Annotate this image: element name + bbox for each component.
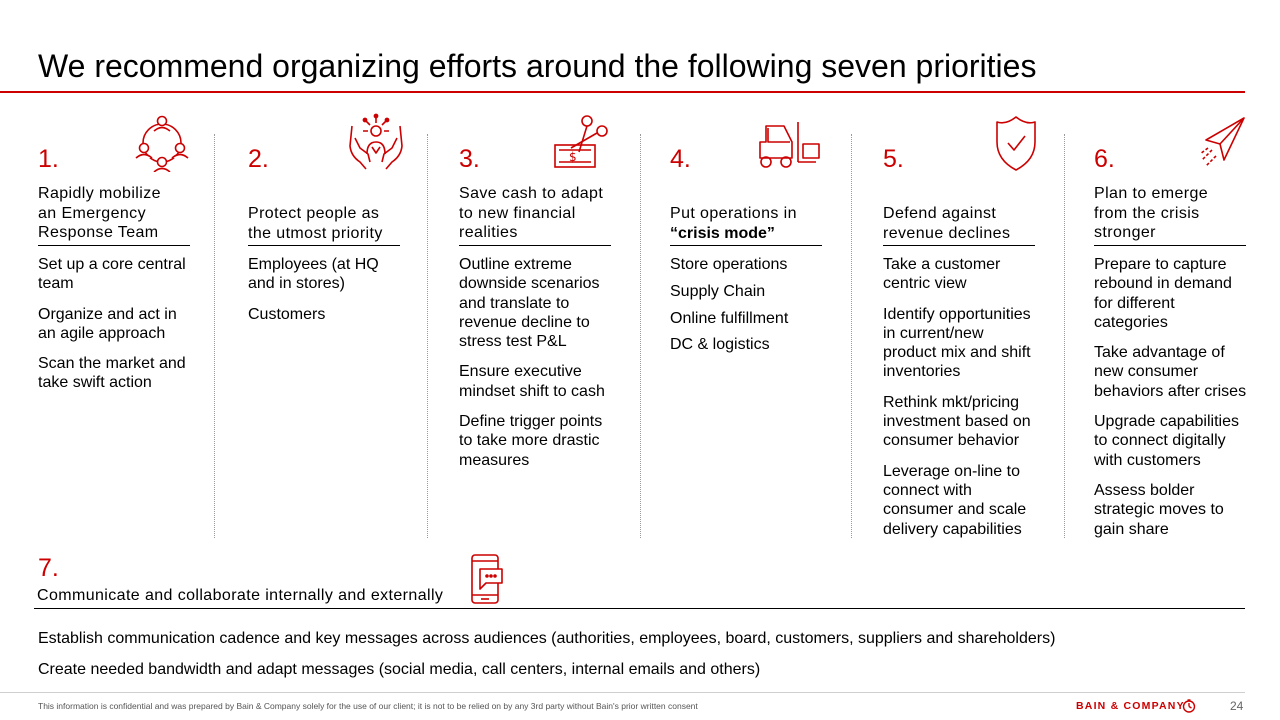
priority-number: 6. — [1094, 145, 1115, 173]
heading-rule — [1094, 245, 1246, 246]
forklift-icon — [756, 112, 824, 172]
column-divider — [640, 134, 641, 538]
priority-items — [670, 255, 825, 362]
list-item: Employees (at HQ and in stores) — [248, 256, 379, 293]
priority7-rule — [34, 608, 1245, 609]
list-item: Online fulfillment — [670, 309, 789, 327]
team-circle-icon — [132, 112, 192, 172]
heading-rule — [670, 245, 822, 246]
priority-items — [248, 255, 403, 335]
priority-number: 1. — [38, 145, 59, 173]
footer-divider — [0, 692, 1245, 693]
priority-number: 2. — [248, 145, 269, 173]
list-item: Define trigger points to take more drastic measures — [459, 413, 603, 469]
priority-heading: Defend against revenue declines — [883, 205, 1011, 242]
list-item: Rethink mkt/pricing investment based on consumer behavior — [883, 393, 1031, 450]
list-item: Supply Chain — [670, 282, 766, 300]
heading-rule — [883, 245, 1035, 246]
priority-items — [883, 255, 1038, 550]
list-item: Establish communication cadence and key messages across audiences (authorities, employees, board, customers, suppliers and shareholders) — [38, 630, 1056, 647]
priority-number: 5. — [883, 145, 904, 173]
list-item: Prepare to capture rebound in demand for different categories — [1094, 256, 1232, 331]
priority-number: 4. — [670, 145, 691, 173]
priority-number: 3. — [459, 145, 480, 173]
shield-check-icon — [993, 112, 1039, 172]
svg-text:$: $ — [569, 150, 577, 164]
priority-number: 7. — [38, 554, 59, 582]
phone-chat-icon — [468, 553, 504, 605]
priority-heading: Protect people as the utmost priority — [248, 205, 383, 242]
heading-rule — [38, 245, 190, 246]
priority-heading: Save cash to adapt to new financial realities — [459, 185, 604, 241]
list-item: Create needed bandwidth and adapt messages (social media, call centers, internal emails and others) — [38, 661, 761, 678]
priority-heading: Rapidly mobilize an Emergency Response Team — [38, 185, 161, 241]
list-item: Identify opportunities in current/new product mix and shift inventories — [883, 305, 1031, 381]
column-divider — [851, 134, 852, 538]
list-item: Take a customer centric view — [883, 256, 1001, 293]
priority-items — [1094, 255, 1249, 550]
list-item: Store operations — [670, 256, 788, 273]
list-item: Customers — [248, 305, 326, 323]
priority-heading: Put operations in “crisis mode” — [670, 205, 797, 242]
list-item: Organize and act in an agile approach — [38, 305, 177, 342]
confidentiality-disclaimer: This information is confidential and was prepared by Bain & Company solely for the use of our client; it is not to be relied on by any 3rd party without Bain's prior written consent — [38, 701, 698, 711]
list-item: Outline extreme downside scenarios and translate to revenue decline to stress test P&L — [459, 256, 600, 351]
list-item: Set up a core central team — [38, 256, 186, 293]
list-item: Leverage on-line to connect with consumer and scale delivery capabilities — [883, 462, 1027, 538]
hands-protect-icon — [346, 112, 406, 172]
priority-items — [459, 255, 614, 481]
column-divider — [214, 134, 215, 538]
heading-rule — [248, 245, 400, 246]
column-divider — [427, 134, 428, 538]
list-item: Upgrade capabilities to connect digitally with customers — [1094, 413, 1239, 469]
priority-heading: Plan to emerge from the crisis stronger — [1094, 185, 1209, 241]
heading-rule — [459, 245, 611, 246]
list-item: Scan the market and take swift action — [38, 355, 186, 392]
brand-mark-icon — [1182, 699, 1196, 713]
priority-heading: Communicate and collaborate internally and externally — [37, 587, 444, 604]
priority-items — [38, 255, 193, 404]
page-number: 24 — [1230, 699, 1244, 713]
list-item: DC & logistics — [670, 336, 770, 354]
list-item: Assess bolder strategic moves to gain share — [1094, 481, 1224, 538]
list-item: Ensure executive mindset shift to cash — [459, 363, 605, 400]
column-divider — [1064, 134, 1065, 538]
scissors-cash-icon — [549, 112, 609, 172]
title-underline — [0, 91, 1245, 93]
paper-plane-icon — [1198, 112, 1246, 172]
page-title: We recommend organizing efforts around the following seven priorities — [38, 48, 1037, 84]
brand-logo: BAIN & COMPANY — [1076, 700, 1185, 712]
list-item: Take advantage of new consumer behaviors after crises — [1094, 344, 1247, 400]
